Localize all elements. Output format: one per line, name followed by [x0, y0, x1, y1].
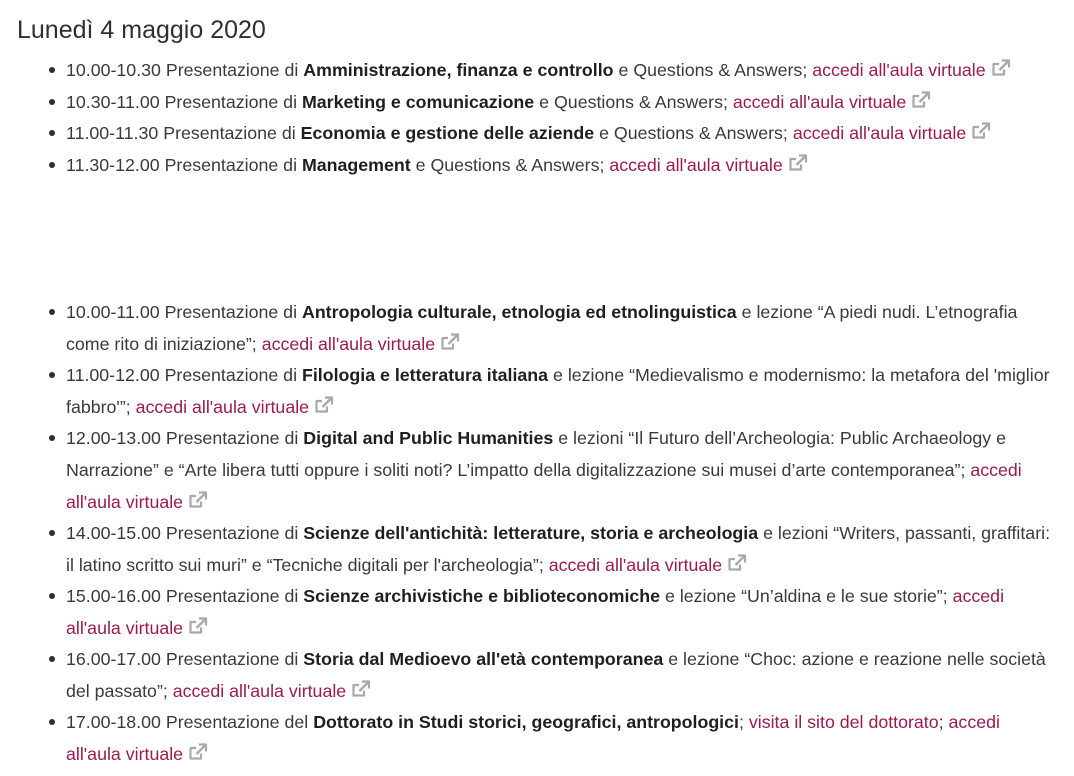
- list-item: [66, 149, 1056, 181]
- list-item: [66, 117, 1056, 149]
- time-slot: 12.00-13.00: [66, 428, 161, 448]
- external-link-icon[interactable]: [911, 91, 931, 109]
- course-name: Dottorato in Studi storici, geografici, antropologici: [313, 712, 739, 732]
- list-item: [66, 643, 1056, 707]
- course-name: Storia dal Medioevo all'età contemporanea: [303, 649, 664, 669]
- course-name: Amministrazione, finanza e controllo: [303, 60, 614, 80]
- intro-text: Presentazione di: [164, 302, 298, 322]
- intro-text: Presentazione di: [163, 123, 296, 143]
- time-slot: 17.00-18.00: [66, 712, 161, 732]
- description: e lezione “Un’aldina e le sue storie”;: [664, 586, 948, 606]
- time-slot: 11.00-11.30: [66, 123, 159, 143]
- intro-text: Presentazione di: [164, 155, 298, 175]
- time-slot: 10.00-11.00: [66, 302, 160, 322]
- external-link-icon[interactable]: [440, 333, 460, 351]
- description: e lezione “Choc: azione e reazione nelle società del passato”;: [66, 649, 1046, 701]
- description: e lezioni “Writers, passanti, graffitari: il latino scritto sui muri” e “Tecniche digitali per l'archeologia”;: [66, 523, 1051, 575]
- schedule-list-economics: [66, 54, 1056, 181]
- external-link-icon[interactable]: [788, 154, 808, 172]
- doctorate-site-link[interactable]: visita il sito del dottorato: [748, 712, 939, 732]
- description: e Questions & Answers;: [539, 92, 728, 112]
- separator: ;: [938, 712, 944, 732]
- external-link-icon[interactable]: [314, 396, 334, 414]
- list-item: [66, 422, 1056, 518]
- virtual-classroom-link[interactable]: accedi all'aula virtuale: [548, 555, 723, 575]
- list-item: [66, 706, 1056, 770]
- intro-text: Presentazione di: [165, 586, 299, 606]
- separator: ;: [738, 712, 744, 732]
- course-name: Economia e gestione delle aziende: [300, 123, 595, 143]
- time-slot: 16.00-17.00: [66, 649, 161, 669]
- list-item: [66, 54, 1056, 86]
- time-slot: 14.00-15.00: [66, 523, 161, 543]
- list-item: [66, 296, 1056, 360]
- virtual-classroom-link[interactable]: accedi all'aula virtuale: [732, 92, 907, 112]
- list-item: [66, 517, 1056, 581]
- intro-text: Presentazione di: [165, 649, 299, 669]
- intro-text: Presentazione del: [165, 712, 309, 732]
- virtual-classroom-link[interactable]: accedi all'aula virtuale: [812, 60, 986, 80]
- virtual-classroom-link[interactable]: accedi all'aula virtuale: [66, 460, 1022, 512]
- course-name: Scienze dell'antichità: letterature, storia e archeologia: [303, 523, 759, 543]
- description: e lezione “Medievalismo e modernismo: la metafora del 'miglior fabbro'”;: [66, 365, 1050, 417]
- external-link-icon[interactable]: [351, 680, 371, 698]
- intro-text: Presentazione di: [165, 60, 299, 80]
- virtual-classroom-link[interactable]: accedi all'aula virtuale: [792, 123, 967, 143]
- external-link-icon[interactable]: [188, 743, 208, 761]
- external-link-icon[interactable]: [188, 491, 208, 509]
- schedule-list-humanities: [66, 296, 1056, 770]
- course-name: Marketing e comunicazione: [301, 92, 535, 112]
- intro-text: Presentazione di: [164, 92, 298, 112]
- course-name: Antropologia culturale, etnologia ed etnolinguistica: [301, 302, 737, 322]
- list-item: [66, 359, 1056, 423]
- description: e Questions & Answers;: [415, 155, 605, 175]
- course-name: Digital and Public Humanities: [303, 428, 554, 448]
- page-title: Lunedì 4 maggio 2020: [17, 16, 266, 44]
- list-item: [66, 86, 1056, 118]
- description: e lezioni “Il Futuro dell’Archeologia: Public Archaeology e Narrazione” e “Arte libera tutti oppure i soliti noti? L’impatto della digitalizzazione sui musei d’arte contemporanea”;: [66, 428, 1006, 480]
- description: e lezione “A piedi nudi. L’etnografia come rito di iniziazione”;: [66, 302, 1018, 354]
- time-slot: 11.30-12.00: [66, 155, 160, 175]
- virtual-classroom-link[interactable]: accedi all'aula virtuale: [261, 334, 436, 354]
- virtual-classroom-link[interactable]: accedi all'aula virtuale: [66, 712, 1000, 764]
- course-name: Filologia e letteratura italiana: [301, 365, 549, 385]
- virtual-classroom-link[interactable]: accedi all'aula virtuale: [609, 155, 783, 175]
- time-slot: 10.00-10.30: [66, 60, 161, 80]
- intro-text: Presentazione di: [165, 428, 299, 448]
- description: e Questions & Answers;: [618, 60, 808, 80]
- time-slot: 15.00-16.00: [66, 586, 161, 606]
- external-link-icon[interactable]: [991, 59, 1011, 77]
- intro-text: Presentazione di: [165, 523, 299, 543]
- external-link-icon[interactable]: [188, 617, 208, 635]
- virtual-classroom-link[interactable]: accedi all'aula virtuale: [66, 586, 1005, 638]
- course-name: Scienze archivistiche e biblioteconomiche: [303, 586, 661, 606]
- time-slot: 11.00-12.00: [66, 365, 160, 385]
- intro-text: Presentazione di: [164, 365, 298, 385]
- list-item: [66, 580, 1056, 644]
- virtual-classroom-link[interactable]: accedi all'aula virtuale: [135, 397, 310, 417]
- external-link-icon[interactable]: [971, 122, 991, 140]
- time-slot: 10.30-11.00: [66, 92, 160, 112]
- description: e Questions & Answers;: [599, 123, 788, 143]
- course-name: Management: [301, 155, 411, 175]
- external-link-icon[interactable]: [727, 554, 747, 572]
- virtual-classroom-link[interactable]: accedi all'aula virtuale: [172, 681, 347, 701]
